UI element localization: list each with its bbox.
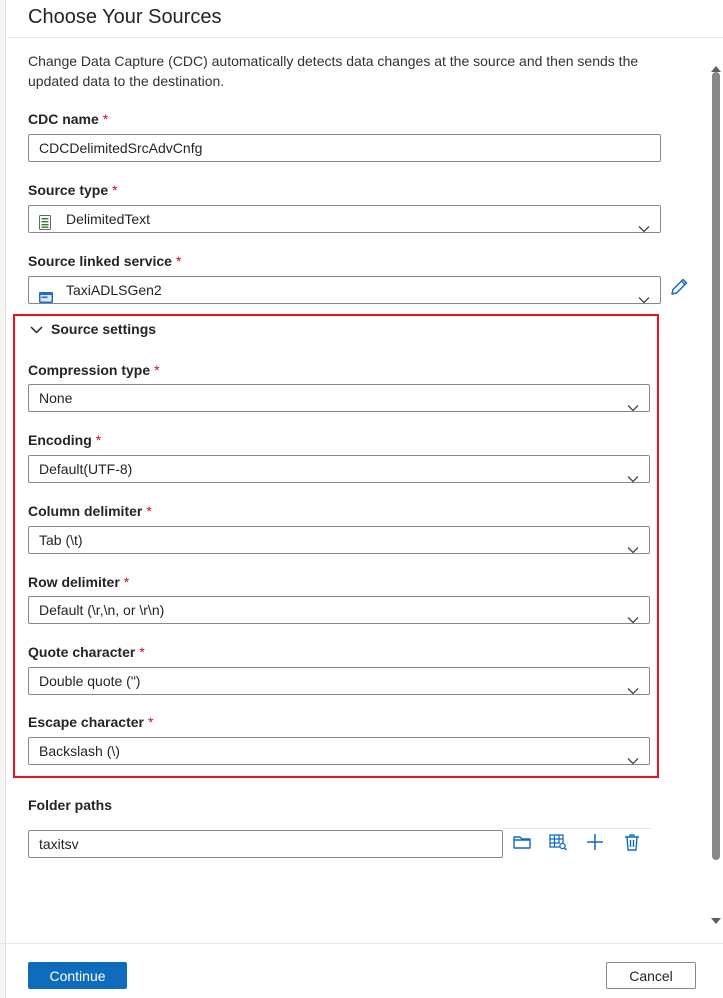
- add-icon[interactable]: [585, 832, 605, 857]
- folder-path-input[interactable]: [28, 830, 503, 858]
- left-edge-strip: [0, 0, 6, 998]
- encoding-label-text: Encoding: [28, 432, 92, 448]
- required-mark: *: [139, 644, 145, 660]
- chevron-down-icon: [627, 536, 639, 562]
- escape-character-dropdown[interactable]: [28, 737, 650, 765]
- row-delimiter-label-text: Row delimiter: [28, 574, 120, 590]
- column-delimiter-label: [28, 503, 152, 519]
- row-delimiter-dropdown[interactable]: [28, 596, 650, 624]
- quote-character-value: Double quote ("): [39, 673, 141, 689]
- folder-path-value: taxitsv: [39, 836, 79, 852]
- chevron-down-icon: [627, 394, 639, 420]
- scrollbar-thumb[interactable]: [712, 72, 720, 860]
- source-settings-title: Source settings: [51, 321, 157, 337]
- required-mark: *: [147, 714, 154, 730]
- column-delimiter-label-text: Column delimiter: [28, 503, 143, 519]
- cdc-name-input[interactable]: [28, 134, 661, 162]
- quote-character-dropdown[interactable]: [28, 667, 650, 695]
- chevron-down-icon: [638, 286, 650, 312]
- panel-title: Choose Your Sources: [28, 6, 222, 28]
- quote-character-label-text: Quote character: [28, 644, 136, 660]
- pencil-icon[interactable]: [668, 276, 690, 303]
- required-mark: *: [146, 503, 152, 519]
- source-linked-service-dropdown[interactable]: [28, 276, 661, 304]
- required-mark: *: [112, 182, 118, 198]
- cdc-name-value: CDCDelimitedSrcAdvCnfg: [39, 140, 203, 156]
- quote-character-label: [28, 644, 145, 660]
- folder-open-icon[interactable]: [512, 832, 532, 857]
- source-type-label-text: Source type: [28, 182, 109, 198]
- source-linked-service-label: [28, 253, 181, 269]
- required-mark: *: [102, 111, 109, 127]
- delete-icon[interactable]: [622, 832, 642, 857]
- compression-type-dropdown[interactable]: [28, 384, 650, 412]
- chevron-down-icon: [627, 747, 639, 773]
- cdc-name-label: [28, 111, 108, 127]
- escape-character-value: Backslash (\): [39, 743, 120, 759]
- continue-button[interactable]: Continue: [28, 962, 127, 989]
- encoding-label: [28, 432, 101, 448]
- row-delimiter-value: Default (\r,\n, or \r\n): [39, 602, 165, 618]
- source-type-label: [28, 182, 118, 198]
- escape-character-label: [28, 714, 153, 730]
- column-delimiter-dropdown[interactable]: [28, 526, 650, 554]
- chevron-down-icon: [627, 606, 639, 632]
- compression-type-value: None: [39, 390, 73, 406]
- escape-character-label-text: Escape character: [28, 714, 144, 730]
- panel-description: Change Data Capture (CDC) automatically detects data changes at the source and then sends the updated data to the destination.: [28, 53, 639, 89]
- source-type-dropdown[interactable]: [28, 205, 661, 233]
- table-preview-icon[interactable]: [548, 832, 568, 857]
- required-mark: *: [123, 574, 130, 590]
- source-linked-service-value: TaxiADLSGen2: [66, 282, 162, 298]
- title-divider: [8, 37, 723, 38]
- required-mark: *: [95, 432, 102, 448]
- footer-divider: [0, 943, 723, 944]
- source-type-value: DelimitedText: [66, 211, 151, 227]
- cdc-name-label-text: CDC name: [28, 111, 99, 127]
- chevron-down-icon: [30, 321, 43, 337]
- required-mark: *: [154, 362, 160, 378]
- folder-paths-label: Folder paths: [28, 797, 113, 813]
- source-settings-toggle[interactable]: [30, 321, 156, 337]
- compression-type-label-text: Compression type: [28, 362, 151, 378]
- scroll-down-arrow-icon[interactable]: [711, 912, 721, 930]
- adls-gen2-icon: [39, 285, 53, 311]
- column-delimiter-value: Tab (\t): [39, 532, 83, 548]
- compression-type-label: [28, 362, 160, 378]
- delimited-text-file-icon: [39, 212, 51, 238]
- encoding-dropdown[interactable]: [28, 455, 650, 483]
- chevron-down-icon: [627, 677, 639, 703]
- chevron-down-icon: [627, 465, 639, 491]
- row-delimiter-label: [28, 574, 129, 590]
- source-linked-service-label-text: Source linked service: [28, 253, 172, 269]
- chevron-down-icon: [638, 215, 650, 241]
- folder-row-divider: [503, 828, 651, 829]
- required-mark: *: [175, 253, 182, 269]
- encoding-value: Default(UTF-8): [39, 461, 133, 477]
- cancel-button[interactable]: Cancel: [606, 962, 696, 989]
